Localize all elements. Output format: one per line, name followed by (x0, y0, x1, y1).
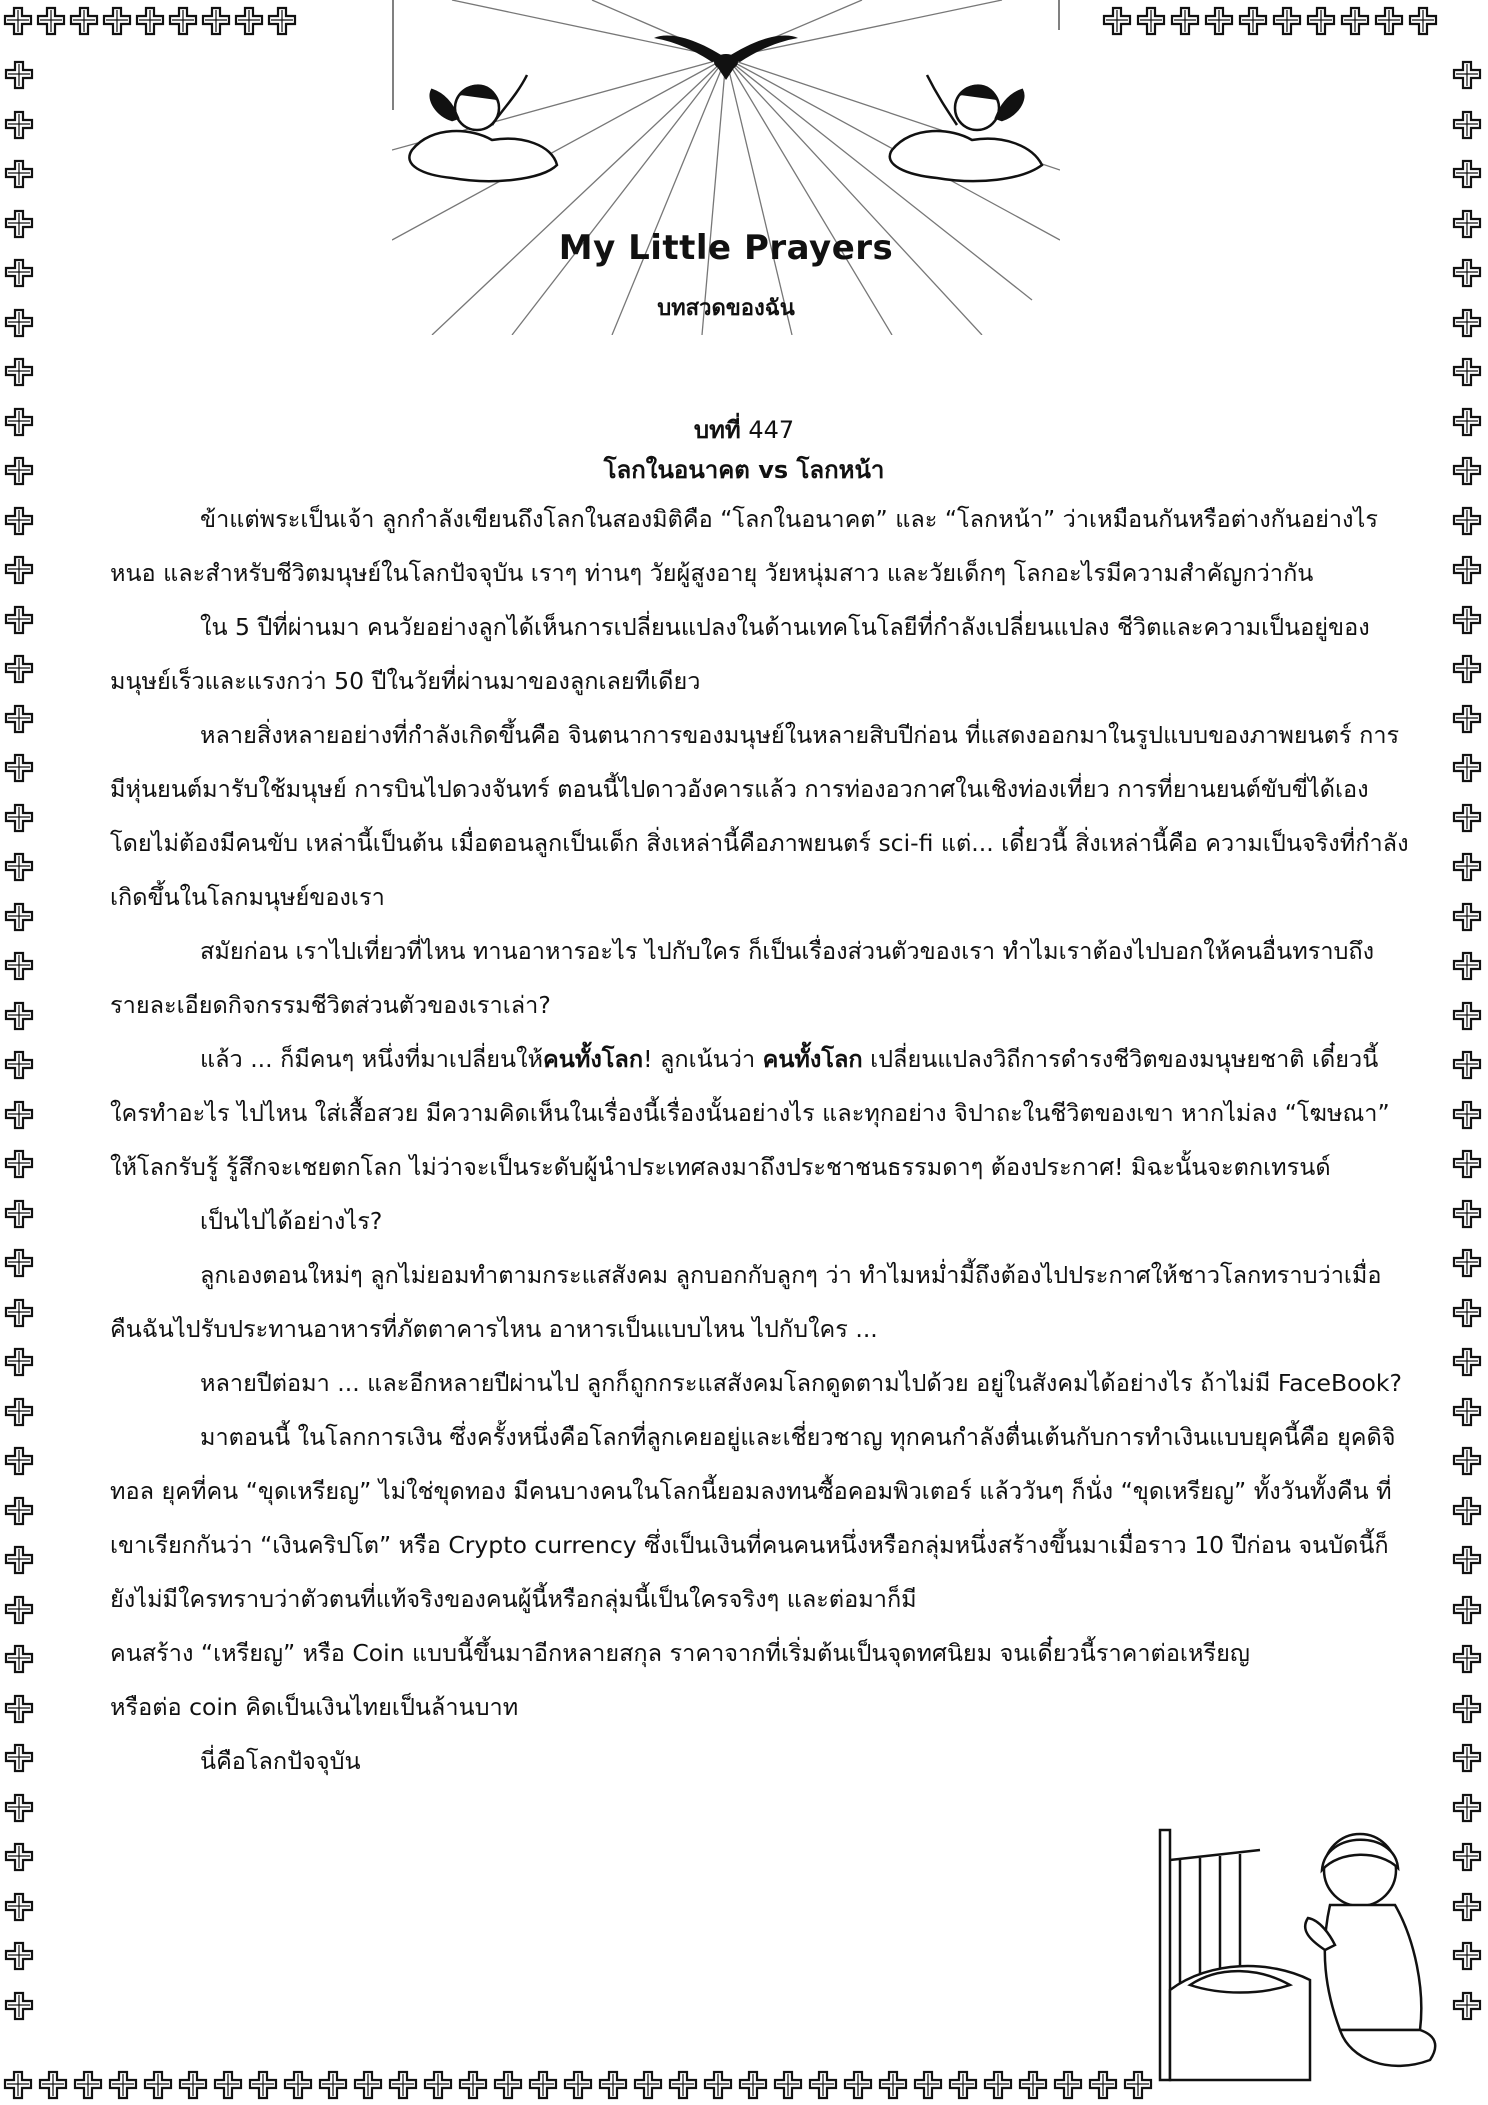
cross-icon (1452, 1298, 1482, 1328)
paragraph: ข้าแต่พระเป็นเจ้า ลูกกำลังเขียนถึงโลกในสองมิติคือ “โลกในอนาคต” และ “โลกหน้า” ว่าเหมือนกันหรือต่างกันอย่างไรหนอ และสำหรับชีวิตมนุษย์ในโลกปัจจุบัน เราๆ ท่านๆ วัยผู้สูงอายุ วัยหนุ่มสาว และวัยเด็กๆ โลกอะไรมีความสำคัญกว่ากัน (110, 505, 1378, 587)
cross-icon (1452, 1397, 1482, 1427)
cross-icon (4, 951, 34, 981)
cross-icon (1452, 1496, 1482, 1526)
praying-child-icon (1150, 1790, 1450, 2090)
cross-icon (1452, 1347, 1482, 1377)
header-title: My Little Prayers (558, 228, 894, 268)
cross-icon (1272, 6, 1302, 36)
cross-icon (4, 1842, 34, 1872)
chapter-title-line (0, 450, 1488, 490)
cross-icon (1452, 60, 1482, 90)
cross-icon (1452, 1694, 1482, 1724)
cross-icon (4, 308, 34, 338)
cross-icon (388, 2070, 418, 2100)
paragraph: นี่คือโลกปัจจุบัน (200, 1747, 361, 1775)
cross-icon (1452, 605, 1482, 635)
cross-icon (1136, 6, 1166, 36)
cross-icon (1452, 654, 1482, 684)
cross-icon (234, 6, 264, 36)
paragraph: หลายปีต่อมา ... และอีกหลายปีผ่านไป ลูกก็ถูกกระแสสังคมโลกดูดตามไปด้วย อยู่ในสังคมได้อย่างไร ถ้าไม่มี FaceBook? (200, 1369, 1402, 1397)
cross-icon (1452, 753, 1482, 783)
cross-icon (4, 1298, 34, 1328)
chapter-title: โลกในอนาคต vs โลกหน้า (603, 456, 885, 484)
cross-icon (4, 1941, 34, 1971)
cross-icon (4, 357, 34, 387)
cross-icon (4, 506, 34, 536)
cross-icon (178, 2070, 208, 2100)
angels-dove-icon (392, 0, 1060, 335)
cross-icon (1452, 1446, 1482, 1476)
paragraph-part: เปลี่ยนแปลงวิถีการดำรงชีวิตของมนุษยชาติ เดี๋ยวนี้ใครทำอะไร ไปไหน ใส่เสื้อสวย มีความคิดเห็นในเรื่องนี้เรื่องนั้นอย่างไร และทุกอย่าง จิปาถะในชีวิตของเขา หากไม่ลง “โฆษณา” ให้โลกรับรู้ รู้สึกจะเชยตกโลก ไม่ว่าจะเป็นระดับผู้นำประเทศลงมาถึงประชาชนธรรมดาๆ ต้องประกาศ! มิฉะนั้นจะตกเทรนด์ (110, 1045, 1390, 1181)
cross-icon (4, 1694, 34, 1724)
cross-icon (1452, 1050, 1482, 1080)
cross-icon (1452, 1644, 1482, 1674)
cross-icon (1088, 2070, 1118, 2100)
cross-icon (808, 2070, 838, 2100)
cross-icon (4, 654, 34, 684)
cross-icon (4, 159, 34, 189)
cross-icon (4, 852, 34, 882)
cross-icon (1340, 6, 1370, 36)
cross-icon (1452, 902, 1482, 932)
cross-icon (1452, 1991, 1482, 2021)
emphasis-text: คนทั้งโลก (762, 1045, 863, 1073)
paragraph: สมัยก่อน เราไปเที่ยวที่ไหน ทานอาหารอะไร ไปกับใคร ก็เป็นเรื่องส่วนตัวของเรา ทำไมเราต้องไปบอกให้คนอื่นทราบถึงรายละเอียดกิจกรรมชีวิตส่วนตัวของเราเล่า? (110, 937, 1375, 1019)
cross-icon (1452, 308, 1482, 338)
cross-icon (1018, 2070, 1048, 2100)
cross-icon (983, 2070, 1013, 2100)
cross-icon (4, 753, 34, 783)
cross-icon (1238, 6, 1268, 36)
cross-icon (1452, 555, 1482, 585)
cross-icon (703, 2070, 733, 2100)
paragraph: เป็นไปได้อย่างไร? (200, 1207, 383, 1235)
cross-icon (1452, 1793, 1482, 1823)
cross-icon (353, 2070, 383, 2100)
cross-icon (1204, 6, 1234, 36)
cross-icon (1102, 6, 1132, 36)
cross-icon (668, 2070, 698, 2100)
cross-icon (4, 1050, 34, 1080)
cross-icon (1452, 1545, 1482, 1575)
cross-icon (4, 555, 34, 585)
paragraph: มาตอนนี้ ในโลกการเงิน ซึ่งครั้งหนึ่งคือโลกที่ลูกเคยอยู่และเชี่ยวชาญ ทุกคนกำลังตื่นเต้นกับการทำเงินแบบยุคนี้คือ ยุคดิจิทอล ยุคที่คน “ขุดเหรียญ” ไม่ใช่ขุดทอง มีคนบางคนในโลกนี้ยอมลงทนซื้อคอมพิวเตอร์ แล้ววันๆ ก็นั่ง “ขุดเหรียญ” ทั้งวันทั้งคืน ที่เขาเรียกกันว่า “เงินคริปโต” หรือ Crypto currency ซึ่งเป็นเงินที่คนคนหนึ่งหรือกลุ่มหนึ่งสร้างขึ้นมาเมื่อราว 10 ปีก่อน จนบัดนี้ก็ยังไม่มีใครทราบว่าตัวตนที่แท้จริงของคนผู้นี้หรือกลุ่มนี้เป็นใครจริงๆ และต่อมาก็มี (110, 1423, 1396, 1613)
cross-icon (143, 2070, 173, 2100)
paragraph: ใน 5 ปีที่ผ่านมา คนวัยอย่างลูกได้เห็นการเปลี่ยนแปลงในด้านเทคโนโลยีที่กำลังเปลี่ยนแปลง ชีวิตและความเป็นอยู่ของมนุษย์เร็วและแรงกว่า 50 ปีในวัยที่ผ่านมาของลูกเลยทีเดียว (110, 613, 1370, 695)
chapter-number: 447 (748, 416, 795, 444)
cross-icon (1452, 803, 1482, 833)
cross-icon (4, 209, 34, 239)
cross-icon (4, 1100, 34, 1130)
cross-icon (4, 1199, 34, 1229)
cross-icon (4, 1892, 34, 1922)
paragraph-part: ! ลูกเน้นว่า (643, 1045, 763, 1073)
cross-icon (528, 2070, 558, 2100)
cross-icon (493, 2070, 523, 2100)
cross-icon (1452, 159, 1482, 189)
cross-icon (633, 2070, 663, 2100)
cross-icon (4, 1397, 34, 1427)
paragraph: ลูกเองตอนใหม่ๆ ลูกไม่ยอมทำตามกระแสสังคม ลูกบอกกับลูกๆ ว่า ทำไมหม่ำมี้ถึงต้องไปประกาศให้ชาวโลกทราบว่าเมื่อคืนฉันไปรับประทานอาหารที่ภัตตาคารไหน อาหารเป็นแบบไหน ไปกับใคร ... (110, 1261, 1382, 1343)
cross-icon (598, 2070, 628, 2100)
cross-icon (1452, 1001, 1482, 1031)
cross-icon (4, 1347, 34, 1377)
cross-icon (4, 1991, 34, 2021)
cross-icon (843, 2070, 873, 2100)
chapter-number-label: บทที่ (693, 416, 741, 444)
cross-icon (878, 2070, 908, 2100)
cross-icon (563, 2070, 593, 2100)
cross-icon (1452, 1100, 1482, 1130)
cross-icon (1452, 110, 1482, 140)
cross-icon (4, 902, 34, 932)
cross-icon (4, 1001, 34, 1031)
cross-icon (1452, 1149, 1482, 1179)
cross-icon (4, 1644, 34, 1674)
cross-icon (1053, 2070, 1083, 2100)
cross-icon (458, 2070, 488, 2100)
cross-icon (4, 1496, 34, 1526)
cross-icon (4, 1545, 34, 1575)
cross-icon (1452, 1941, 1482, 1971)
emphasis-text: คนทั้งโลก (543, 1045, 644, 1073)
cross-icon (1452, 704, 1482, 734)
border-right (1452, 60, 1482, 2021)
cross-icon (168, 6, 198, 36)
cross-icon (1452, 1199, 1482, 1229)
cross-icon (4, 1248, 34, 1278)
cross-icon (69, 6, 99, 36)
cross-icon (36, 6, 66, 36)
cross-icon (1452, 506, 1482, 536)
cross-icon (248, 2070, 278, 2100)
paragraph-emphasis (110, 1032, 1410, 1194)
paragraph: คนสร้าง “เหรียญ” หรือ Coin แบบนี้ขึ้นมาอีกหลายสกุล ราคาจากที่เริ่มต้นเป็นจุดทศนิยม จนเดี๋ยวนี้ราคาต่อเหรียญหรือต่อ coin คิดเป็นเงินไทยเป็นล้านบาท (110, 1639, 1250, 1721)
praying-girl-illustration (1150, 1790, 1450, 2090)
border-top-right (1102, 6, 1438, 36)
cross-icon (1452, 357, 1482, 387)
cross-icon (213, 2070, 243, 2100)
cross-icon (4, 60, 34, 90)
cross-icon (283, 2070, 313, 2100)
cross-icon (108, 2070, 138, 2100)
cross-icon (4, 110, 34, 140)
cross-icon (4, 1743, 34, 1773)
cross-icon (1306, 6, 1336, 36)
header-subtitle: บทสวดของฉัน (657, 296, 795, 321)
cross-icon (913, 2070, 943, 2100)
cross-icon (1374, 6, 1404, 36)
border-top-left (3, 6, 297, 36)
cross-icon (1452, 209, 1482, 239)
cross-icon (4, 704, 34, 734)
cross-icon (738, 2070, 768, 2100)
cross-icon (1170, 6, 1200, 36)
cross-icon (1452, 1842, 1482, 1872)
cross-icon (4, 803, 34, 833)
header-illustration (392, 0, 1060, 335)
cross-icon (201, 6, 231, 36)
cross-icon (4, 1793, 34, 1823)
cross-icon (1452, 1248, 1482, 1278)
body-text (110, 492, 1410, 1788)
cross-icon (38, 2070, 68, 2100)
cross-icon (1452, 1892, 1482, 1922)
cross-icon (73, 2070, 103, 2100)
border-bottom (3, 2070, 1153, 2100)
border-left (4, 60, 34, 2021)
chapter-heading (0, 410, 1488, 490)
cross-icon (948, 2070, 978, 2100)
paragraph-part: แล้ว ... ก็มีคนๆ หนึ่งที่มาเปลี่ยนให้ (200, 1045, 544, 1073)
cross-icon (3, 2070, 33, 2100)
cross-icon (1123, 2070, 1153, 2100)
cross-icon (135, 6, 165, 36)
paragraph: หลายสิ่งหลายอย่างที่กำลังเกิดขึ้นคือ จินตนาการของมนุษย์ในหลายสิบปีก่อน ที่แสดงออกมาในรูปแบบของภาพยนตร์ การมีหุ่นยนต์มารับใช้มนุษย์ การบินไปดวงจันทร์ ตอนนี้ไปดาวอังคารแล้ว การท่องอวกาศในเชิงท่องเที่ยว การที่ยานยนต์ขับขี่ได้เองโดยไม่ต้องมีคนขับ เหล่านี้เป็นต้น เมื่อตอนลูกเป็นเด็ก สิ่งเหล่านี้คือภาพยนตร์ sci-fi แต่... เดี๋ยวนี้ สิ่งเหล่านี้คือ ความเป็นจริงที่กำลังเกิดขึ้นในโลกมนุษย์ของเรา (110, 721, 1409, 911)
cross-icon (1452, 852, 1482, 882)
cross-icon (423, 2070, 453, 2100)
cross-icon (1408, 6, 1438, 36)
cross-icon (1452, 1595, 1482, 1625)
cross-icon (4, 258, 34, 288)
cross-icon (102, 6, 132, 36)
cross-icon (267, 6, 297, 36)
cross-icon (1452, 258, 1482, 288)
cross-icon (1452, 1743, 1482, 1773)
cross-icon (3, 6, 33, 36)
cross-icon (4, 1446, 34, 1476)
chapter-number-line (0, 410, 1488, 450)
cross-icon (4, 605, 34, 635)
cross-icon (1452, 951, 1482, 981)
cross-icon (773, 2070, 803, 2100)
cross-icon (4, 1595, 34, 1625)
cross-icon (318, 2070, 348, 2100)
cross-icon (4, 1149, 34, 1179)
